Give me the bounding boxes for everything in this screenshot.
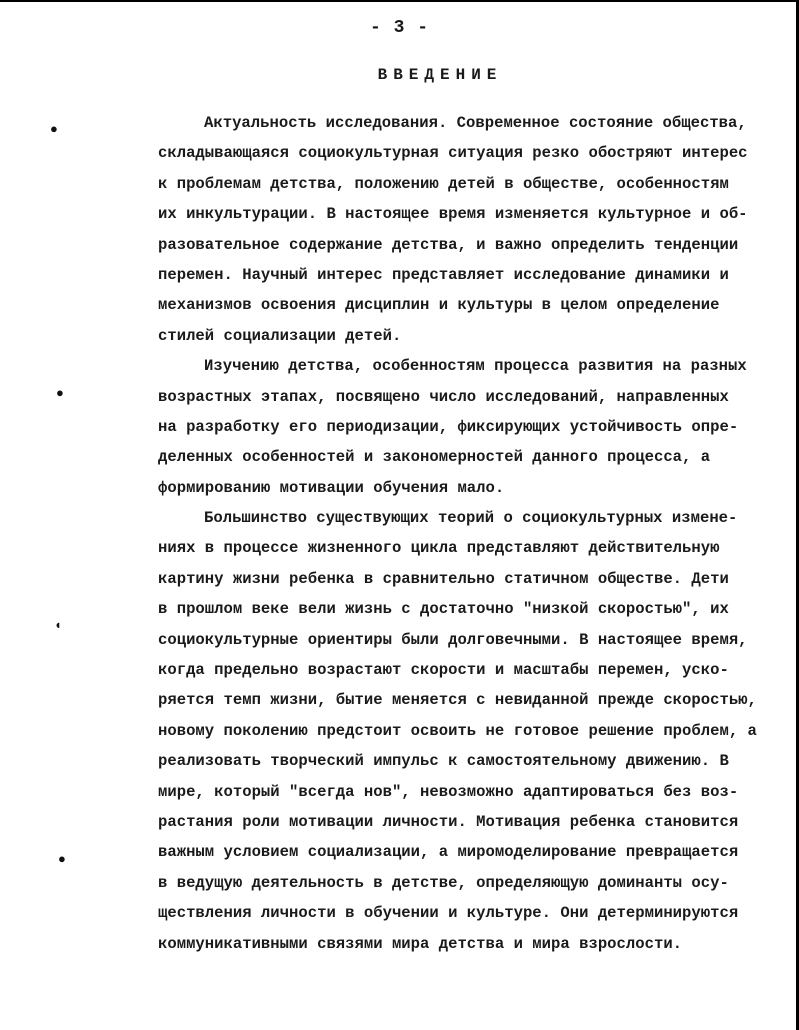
binding-hole-mark: ◖ xyxy=(54,618,62,633)
text-line: к проблемам детства, положению детей в обществе, особенностям xyxy=(158,174,729,193)
text-line: новому поколению предстоит освоить не готовое решение проблем, а xyxy=(158,721,757,740)
text-line: коммуникативными связями мира детства и мира взрослости. xyxy=(158,934,683,953)
text-line: ряется темп жизни, бытие меняется с невиданной прежде скоростью, xyxy=(158,691,757,710)
text-line: на разработку его периодизации, фиксирующих устойчивость опре- xyxy=(158,417,739,436)
text-line: реализовать творческий импульс к самостоятельному движению. В xyxy=(158,752,729,771)
body-text xyxy=(158,108,758,959)
text-line: ществления личности в обучении и культуре. Они детерминируются xyxy=(158,904,739,923)
scan-top-edge xyxy=(0,0,799,2)
text-line: когда предельно возрастают скорости и масштабы перемен, уско- xyxy=(158,661,729,680)
binding-hole-mark: ● xyxy=(58,852,66,867)
text-line: мире, который "всегда нов", невозможно адаптироваться без воз- xyxy=(158,782,739,801)
text-line: возрастных этапах, посвящено число исследований, направленных xyxy=(158,387,729,406)
text-line: Большинство существующих теорий о социокультурных измене- xyxy=(204,509,738,528)
text-line: Актуальность исследования. Современное состояние общества, xyxy=(204,114,747,132)
text-line: Изучению детства, особенностям процесса развития на разных xyxy=(204,357,747,376)
text-line: социокультурные ориентиры были долговечными. В настоящее время, xyxy=(158,630,748,649)
binding-hole-mark: ● xyxy=(50,122,58,137)
text-line: их инкультурации. В настоящее время изменяется культурное и об- xyxy=(158,205,748,224)
section-heading: ВВЕДЕНИЕ xyxy=(377,66,503,84)
text-line: стилей социализации детей. xyxy=(158,326,402,345)
binding-hole-mark: ● xyxy=(56,386,64,401)
text-line: разовательное содержание детства, и важно определить тенденции xyxy=(158,235,739,254)
text-line: механизмов освоения дисциплин и культуры в целом определение xyxy=(158,296,720,315)
text-line: растания роли мотивации личности. Мотивация ребенка становится xyxy=(158,812,739,831)
text-line: формированию мотивации обучения мало. xyxy=(158,478,505,497)
text-line: складывающаяся социокультурная ситуация резко обостряют интерес xyxy=(158,144,748,163)
text-line: перемен. Научный интерес представляет исследование динамики и xyxy=(158,265,729,284)
text-line: ниях в процессе жизненного цикла представляют действительную xyxy=(158,539,720,558)
text-line: в прошлом веке вели жизнь с достаточно "низкой скоростью", их xyxy=(158,600,729,619)
text-line: деленных особенностей и закономерностей данного процесса, а xyxy=(158,448,711,467)
text-line: важным условием социализации, а миромоделирование превращается xyxy=(158,843,739,862)
text-line: в ведущую деятельность в детстве, определяющую доминанты осу- xyxy=(158,873,729,892)
text-line: картину жизни ребенка в сравнительно статичном обществе. Дети xyxy=(158,569,729,588)
page-number: - 3 - xyxy=(369,18,429,38)
